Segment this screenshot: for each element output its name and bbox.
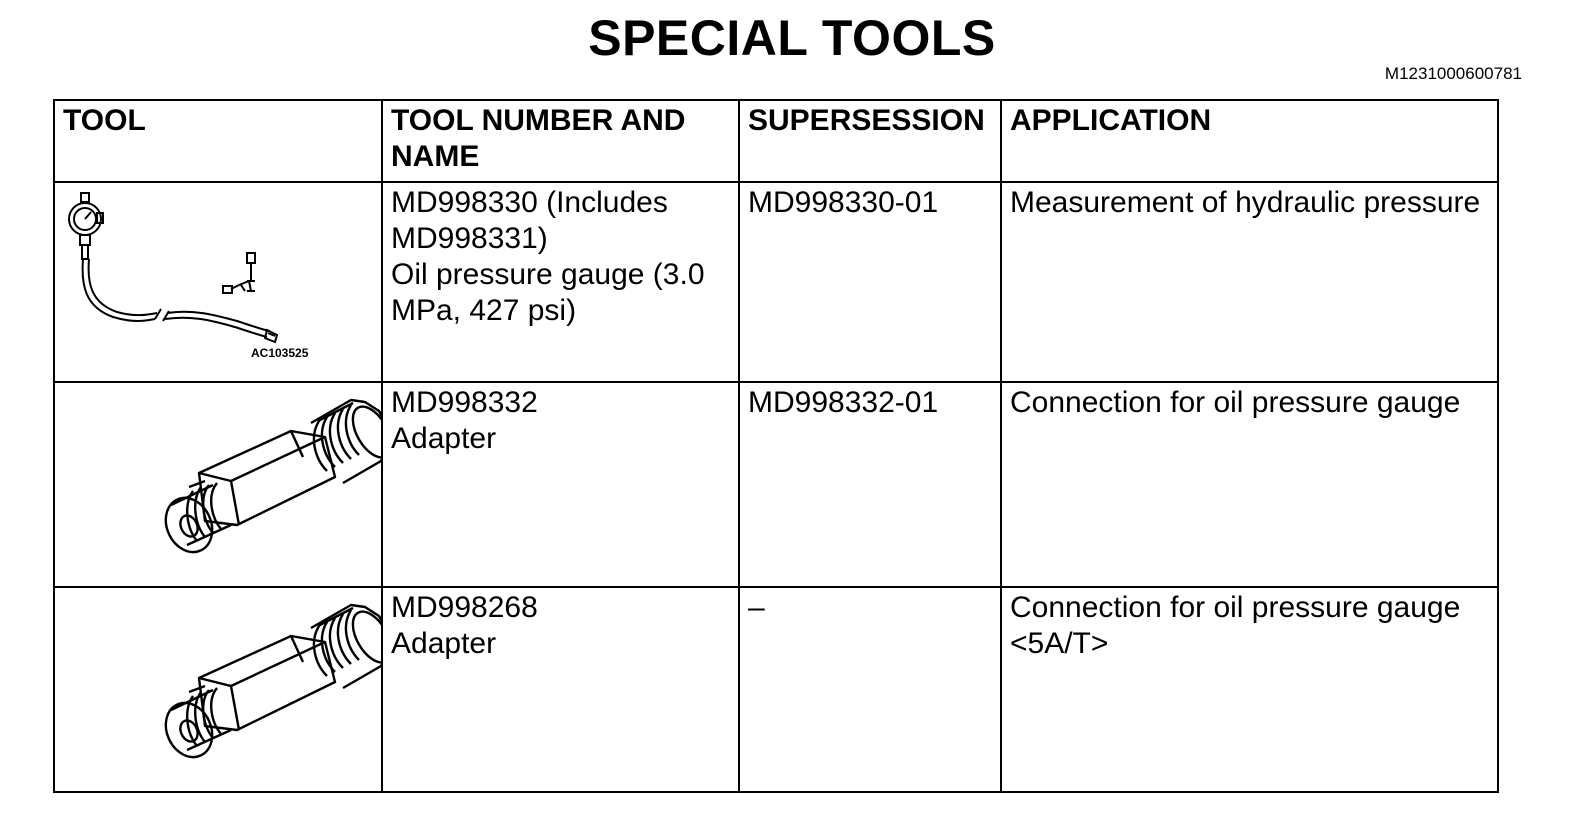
supersession-cell: MD998330-01: [739, 182, 1001, 382]
tool-number-line: MD998330 (Includes: [391, 186, 668, 219]
supersession-cell: –: [739, 587, 1001, 792]
tool-number-cell: [382, 182, 739, 382]
table-row: [54, 587, 1498, 792]
oil-pressure-gauge-icon: [63, 185, 382, 381]
tool-image-cell: [54, 587, 382, 792]
tool-name-line: Oil pressure gauge (3.0: [391, 258, 705, 291]
header-tool: TOOL: [54, 100, 382, 182]
tool-name-line: Adapter: [391, 422, 497, 455]
header-tool-number: [382, 100, 739, 182]
document-id: M1231000600781: [1384, 64, 1522, 83]
tool-image-cell: [54, 182, 382, 382]
page-title: SPECIAL TOOLS: [588, 10, 996, 66]
tool-number-cell: [382, 382, 739, 587]
application-line: Connection for oil pressure gauge: [1010, 386, 1461, 419]
special-tools-table: [53, 99, 1499, 793]
tool-number-cell: [382, 587, 739, 792]
tool-number-line: MD998331): [391, 222, 548, 255]
table-header-row: [54, 100, 1498, 182]
tool-image-cell: [54, 382, 382, 587]
tool-number-line: MD998268: [391, 591, 538, 624]
adapter-icon: [63, 590, 382, 791]
application-cell: [1001, 182, 1498, 382]
tool-image-label: AC103525: [251, 346, 309, 360]
application-cell: [1001, 382, 1498, 587]
application-line: <5A/T>: [1010, 627, 1109, 660]
application-line: Connection for oil pressure gauge: [1010, 591, 1461, 624]
header-application: APPLICATION: [1001, 100, 1498, 182]
table-row: [54, 182, 1498, 382]
table-row: [54, 382, 1498, 587]
header-tool-number-line: NAME: [391, 140, 480, 173]
supersession-cell: MD998332-01: [739, 382, 1001, 587]
tool-name-line: MPa, 427 psi): [391, 294, 577, 327]
adapter-icon: [63, 385, 382, 586]
tool-name-line: Adapter: [391, 627, 497, 660]
application-line: Measurement of hydraulic pressure: [1010, 186, 1481, 219]
header-supersession: SUPERSESSION: [739, 100, 1001, 182]
application-cell: [1001, 587, 1498, 792]
tool-number-line: MD998332: [391, 386, 538, 419]
header-tool-number-line: TOOL NUMBER AND: [391, 104, 686, 137]
